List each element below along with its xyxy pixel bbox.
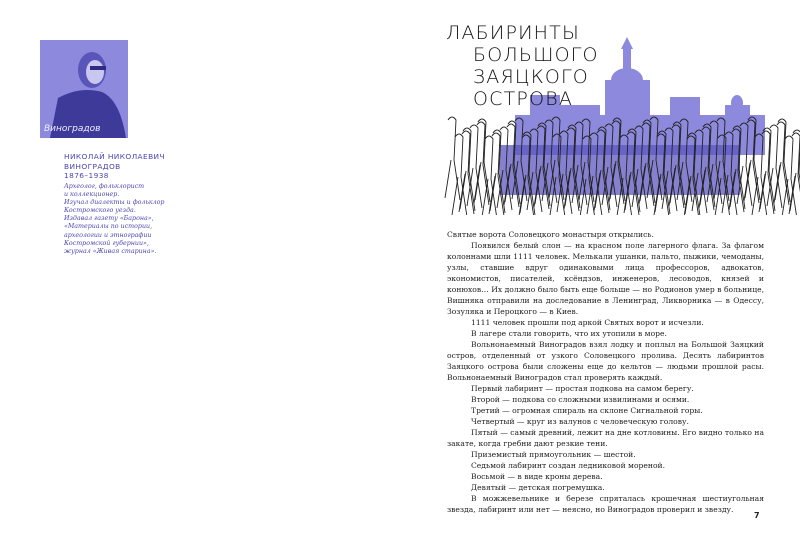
paragraph: Святые ворота Соловецкого монастыря открылись. [447, 230, 654, 239]
paragraph: Второй — подкова со сложными извилинами и осями. [471, 395, 690, 404]
crowd-stroke [445, 117, 460, 200]
bio-line: журнал «Живая старина». [64, 247, 157, 255]
title-line: ЛАБИРИНТЫ [446, 22, 580, 44]
paragraph: 1111 человек прошли под аркой Святых ворот и исчезли. [471, 318, 704, 327]
crowd-stroke [775, 119, 790, 202]
title-line: ЗАЯЦКОГО [473, 66, 589, 88]
paragraph: Первый лабиринт — простая подкова на самом берегу. [471, 384, 694, 393]
paragraph: В можжевельнике и березе спряталась крошечная шестиугольная звезда, лабиринт или нет — неясно, но Виноградов проверил и звезду. [447, 494, 764, 514]
paragraph: Третий — огромная спираль на склоне Сигнальной горы. [471, 406, 703, 415]
paragraph: Вольнонаемный Виноградов взял лодку и поплыл на Большой Заяцкий остров, отделенный от узкого Соловецкого пролива. Десять лабиринтов Заяцкого острова были сложены еще до кельтов — людьми прошлой расы. Вольнонаемный Виноградов стал проверять каждый. [447, 340, 764, 382]
paragraph: Седьмой лабиринт создан ледниковой мореной. [471, 461, 665, 470]
paragraph: В лагере стали говорить, что их утопили в море. [471, 329, 667, 338]
portrait-photo [40, 40, 128, 138]
caption-name [64, 152, 165, 181]
page-number: 7 [754, 511, 760, 520]
paragraph: Восьмой — в виде кроны дерева. [471, 472, 603, 481]
caption-name-line2: ВИНОГРАДОВ [64, 161, 121, 171]
bio-line: Костромского уезда. [64, 207, 136, 215]
portrait-inscription: Виноградов [44, 124, 101, 134]
bio-line: «Материалы по истории, [64, 223, 153, 231]
paragraph: Приземистый прямоугольник — шестой. [471, 450, 636, 459]
bio-line: археологии и этнографии [64, 231, 152, 239]
caption-name-line1: НИКОЛАЙ НИКОЛАЕВИЧ [64, 152, 165, 161]
body-text [447, 229, 764, 515]
title-line: БОЛЬШОГО [473, 44, 599, 66]
paragraph: Появился белый слон — на красном поле лагерного флага. За флагом колоннами шли 1111 человек. Мелькали ушанки, пальто, пыжики, чемоданы, узлы, ставшие вдруг одинаковыми лица профессоров, адвокатов, экономистов, писателей, ксёндзов, инженеров, лесоводов, князей и конюхов… Их должно было быть еще больше — но Родионов умер в больнице, Вишняка отправили на доследование в Ленинград, Ликворника — в Одессу, Зозуляка и Пероцкого — в Киев. [447, 241, 764, 316]
bio-line: Костромской губернии», [64, 239, 149, 247]
paragraph: Девятый — детская погремушка. [471, 483, 605, 492]
bio-line: Изучал диалекты и фольклор [64, 199, 165, 207]
caption-bio [64, 183, 184, 256]
bio-line: и коллекционер. [64, 191, 120, 199]
chapter-title [446, 22, 599, 110]
caption-years: 1876–1938 [64, 171, 109, 180]
title-line: ОСТРОВА [473, 88, 574, 110]
bio-line: Издавал газету «Барона», [64, 215, 154, 223]
crowd-stroke [475, 119, 490, 202]
paragraph: Четвертый — круг из валунов с человеческую голову. [471, 417, 689, 426]
bio-line: Археолог, фольклорист [64, 183, 145, 190]
paragraph: Пятый — самый древний, лежит на дне котловины. Его видно только на закате, когда гребни дают резкие тени. [447, 428, 764, 448]
